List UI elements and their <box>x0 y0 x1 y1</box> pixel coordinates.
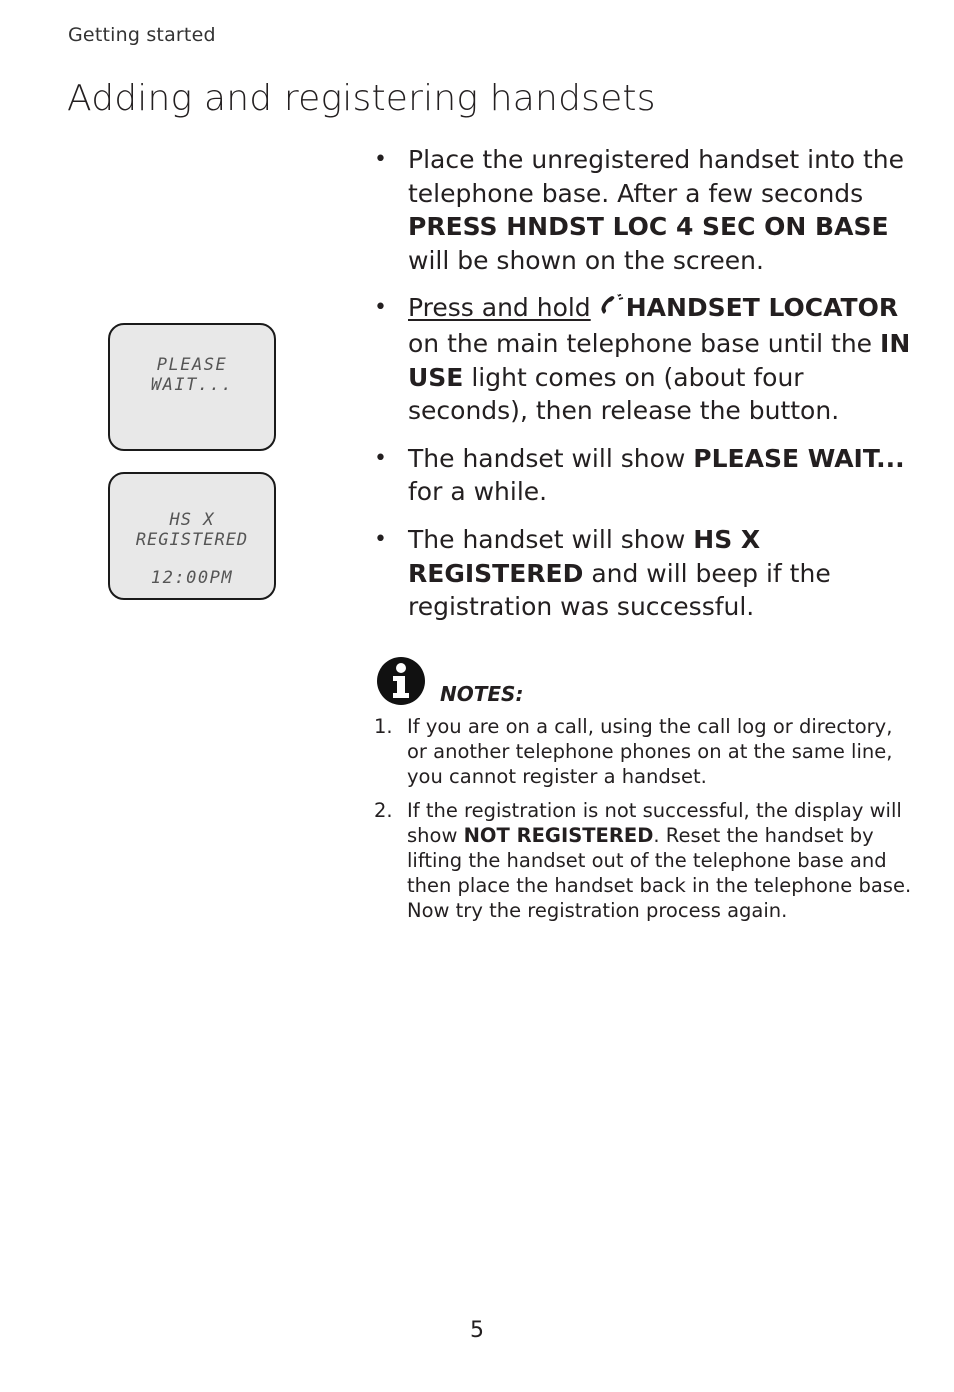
lcd-screen-registered <box>108 472 276 600</box>
step-bold: IN USE <box>408 328 911 392</box>
section-header: Getting started <box>68 24 216 46</box>
bullet: • <box>374 147 387 172</box>
handset-locator-icon <box>599 293 625 327</box>
lcd-text: PLEASE WAIT... <box>150 355 234 395</box>
step-bold: PRESS HNDST LOC 4 SEC ON BASE <box>408 212 889 242</box>
step-item <box>372 442 912 509</box>
lcd-screen-please-wait <box>108 323 276 451</box>
note-text: . Reset the handset by lifting the handset out of the telephone base and then place the handset back in the telephone base. Now try the registration process again. <box>407 823 912 923</box>
note-number: 1. <box>374 715 393 738</box>
step-bold: HANDSET LOCATOR <box>625 293 899 323</box>
lcd-time: 12:00PM <box>150 568 234 588</box>
step-text: for a while. <box>408 477 548 507</box>
step-text: will be shown on the screen. <box>408 245 764 275</box>
note-text: If you are on a call, using the call log or directory, or another telephone phones on at the same line, you cannot register a handset. <box>407 715 893 789</box>
bullet: • <box>374 295 387 321</box>
step-item <box>372 291 912 427</box>
step-text: The handset will show <box>408 524 694 554</box>
bullet: • <box>374 526 387 552</box>
step-text: Place the unregistered handset into the telephone base. After a few seconds <box>408 145 905 208</box>
notes-list <box>372 714 912 932</box>
step-text: light comes on (about four seconds), then release the button. <box>408 362 840 426</box>
note-item <box>372 714 912 790</box>
note-text: If the registration is not successful, the display will show <box>407 798 902 847</box>
step-underline: Press and hold <box>408 293 591 323</box>
note-bold: NOT REGISTERED <box>463 823 654 847</box>
step-item <box>372 523 912 624</box>
page-title: Adding and registering handsets <box>67 78 656 119</box>
lcd-text: HS X REGISTERED <box>135 510 249 550</box>
step-bold: PLEASE WAIT... <box>693 443 905 473</box>
step-item <box>372 143 912 277</box>
bullet: • <box>374 445 387 471</box>
notes-label: NOTES: <box>440 682 524 706</box>
step-text: and will beep if the registration was successful. <box>408 558 831 622</box>
step-text: on the main telephone base until the <box>408 328 881 358</box>
page-number: 5 <box>470 1318 484 1343</box>
info-icon <box>376 656 426 706</box>
step-bold: HS X REGISTERED <box>408 524 761 588</box>
step-text: The handset will show <box>408 443 694 473</box>
steps-list <box>372 143 912 638</box>
note-item <box>372 798 912 924</box>
note-number: 2. <box>374 798 393 822</box>
